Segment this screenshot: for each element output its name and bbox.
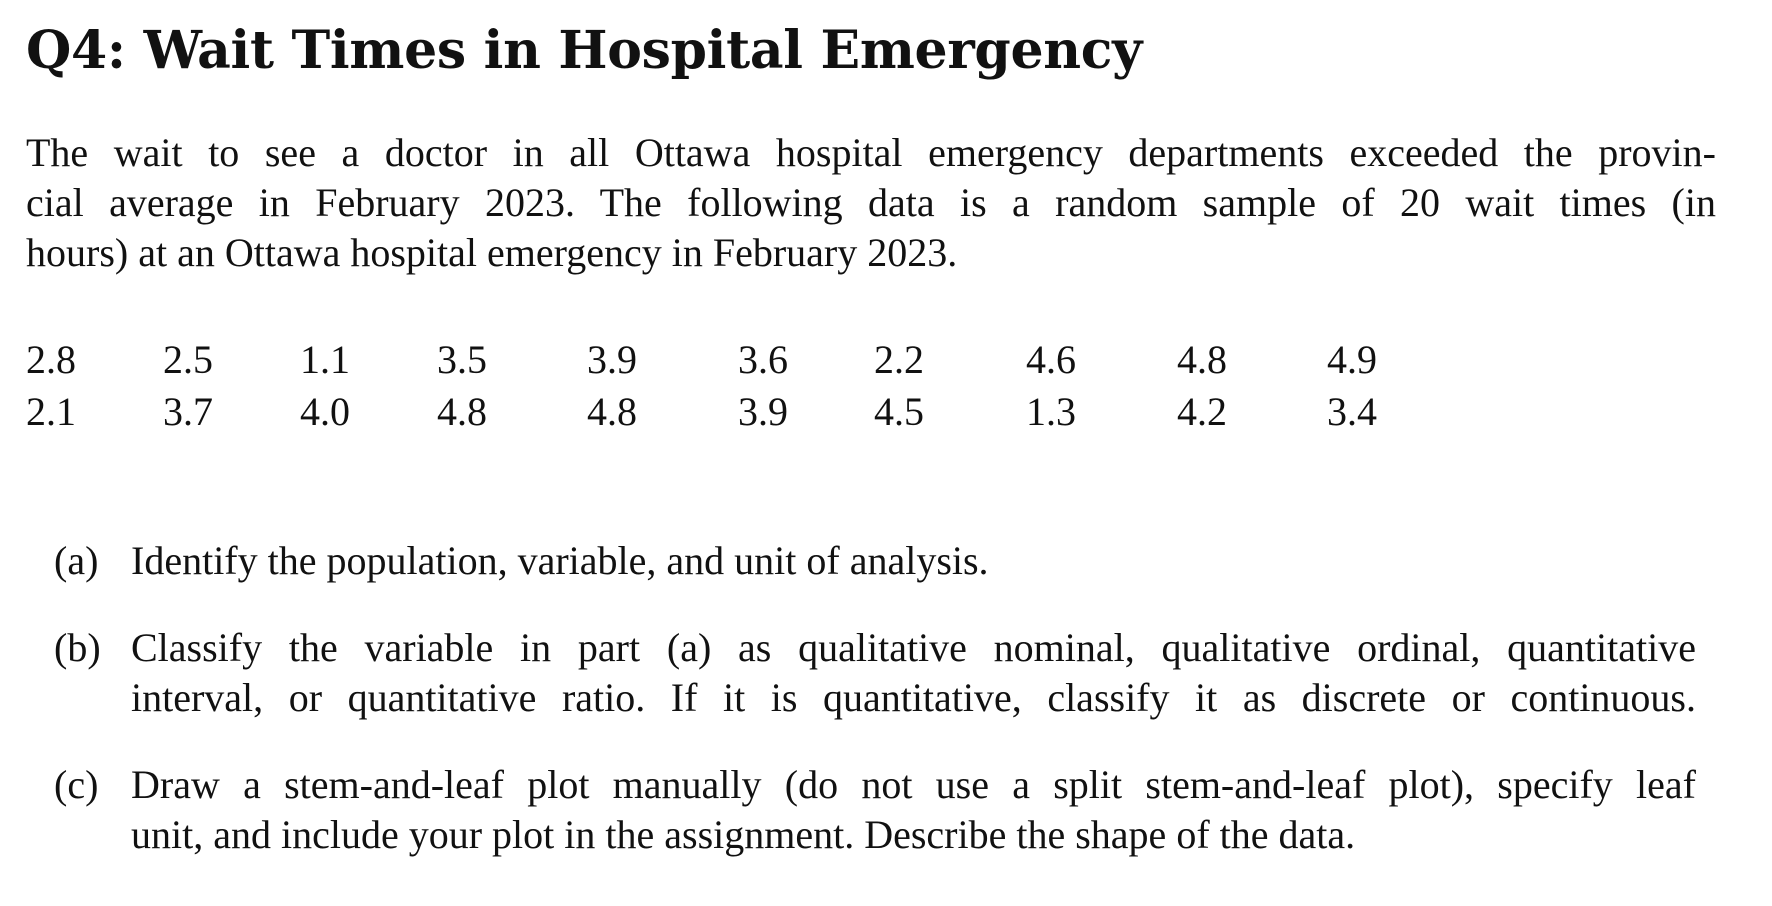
intro-line: The wait to see a doctor in all Ottawa hospital emergency departments exceeded the provin- [26,130,1716,175]
data-cell: 4.8 [1177,337,1227,382]
part-a-label: (a) [54,538,99,583]
intro-line: hours) at an Ottawa hospital emergency in February 2023. [26,230,958,275]
data-cell: 4.5 [874,389,924,434]
data-row [26,386,1407,438]
intro-line: cial average in February 2023. The following data is a random sample of 20 wait times (in [26,180,1716,225]
part-b-line: Classify the variable in part (a) as qualitative nominal, qualitative ordinal, quantitative [131,625,1696,670]
data-cell: 3.6 [738,337,788,382]
data-cell: 3.5 [437,337,487,382]
part-c-line: Draw a stem-and-leaf plot manually (do not use a split stem-and-leaf plot), specify leaf [131,762,1696,807]
part-a-text [131,536,1696,586]
data-cell: 2.1 [26,389,76,434]
wait-times-data-table [26,334,1407,438]
data-cell: 4.9 [1327,337,1377,382]
data-cell: 4.6 [1026,337,1076,382]
data-cell: 4.2 [1177,389,1227,434]
data-cell: 4.8 [587,389,637,434]
data-cell: 2.5 [163,337,213,382]
part-b-label: (b) [54,625,101,670]
data-cell: 3.9 [738,389,788,434]
intro-paragraph [26,128,1716,278]
data-cell: 3.9 [587,337,637,382]
data-cell: 4.0 [300,389,350,434]
data-cell: 1.3 [1026,389,1076,434]
part-b-line: interval, or quantitative ratio. If it is quantitative, classify it as discrete or continuous. [131,675,1696,720]
part-a-line: Identify the population, variable, and unit of analysis. [131,538,989,583]
data-cell: 3.4 [1327,389,1377,434]
part-c-line: unit, and include your plot in the assignment. Describe the shape of the data. [131,812,1356,857]
data-row [26,334,1407,386]
part-c-text [131,760,1696,860]
part-b-text [131,623,1696,723]
data-cell: 3.7 [163,389,213,434]
data-cell: 2.2 [874,337,924,382]
data-cell: 2.8 [26,337,76,382]
data-cell: 1.1 [300,337,350,382]
data-cell: 4.8 [437,389,487,434]
question-title: Q4: Wait Times in Hospital Emergency [26,20,1143,81]
part-c-label: (c) [54,762,99,807]
